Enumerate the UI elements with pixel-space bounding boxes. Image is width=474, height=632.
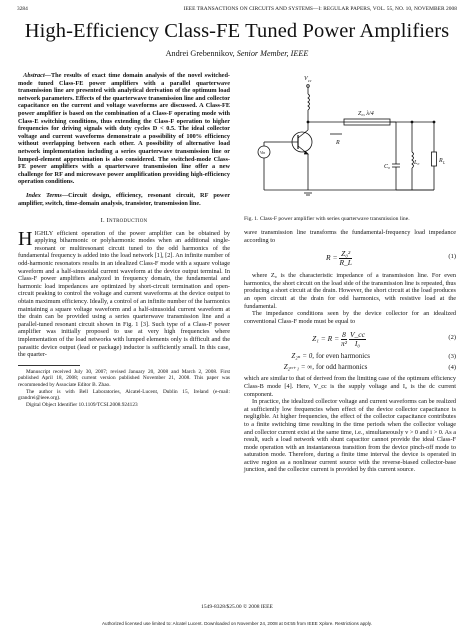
equation-2: Z₁ = R = $\frac{8}{\text{π²}}$ $\frac{V\_cc}{\text{I₀}}$ (2) <box>312 330 456 349</box>
drop-cap: H <box>18 227 33 250</box>
intro-text: IGHLY efficient operation of the power amplifier can be obtained by applying biharmonic or polyharmonic modes when an additional single-resonant or multiresonant circuit tuned to the odd harmonics of the fundamental frequency is added into the load network [1], [2]. An infinite number of odd-harmonic resonators results in an idealized Class-F mode with a square voltage waveform and a half-sinusoidal current waveform at the device output terminal. In Class-F power amplifiers analyzed in frequency domain, the fundamental and harmonic load impedances are optimized by short-circuit termination and open-circuit peaking to control the voltage and current waveforms at the device output to obtain maximum efficiency. Ideally, a control of an infinite number of the harmonics maintaining a square voltage waveform and a half-sinusoidal current waveform at the drain can be provided using a series quarterwave transmission line and a parallel-tuned resonant circuit shown in Fig. 1 [3]. Such type of a Class-F power amplifier was initially proposed to use at very high frequencies where implementation of the load networks with lumped elements only is difficult and the parasitic device output (lead or package) inductor is sufficiently small. In this case, the quarter- <box>18 229 230 359</box>
index-terms-text: Circuit design, efficiency, resonant circuit, RF power amplifier, switch, time-domain analysis, transistor, transmission line. <box>18 191 230 207</box>
index-terms-label: Index Terms— <box>26 191 69 199</box>
equation-4: Z₂ₙ₊₁ = ∞, for odd harmonics (4) <box>283 363 456 372</box>
vcc-label: V <box>304 76 308 82</box>
author-line <box>0 49 474 58</box>
vcc-terminal <box>307 85 310 88</box>
circuit-diagram <box>244 72 456 214</box>
choke-inductor <box>308 94 310 110</box>
left-column <box>18 72 230 408</box>
footnote-manuscript: Manuscript received July 30, 2007; revised January 20, 2008 and March 2, 2008. First published April 18, 2008; current version published November 21, 2008. This paper was recommended by Associate Editor B. Zhao. <box>18 368 230 388</box>
footnote-doi: Digital Object Identifier 10.1109/TCSI.2008.924123 <box>26 401 138 408</box>
figure-1 <box>244 72 456 214</box>
index-terms <box>18 192 230 207</box>
rc-intro: wave transmission line transforms the fundamental-frequency load impedance according to <box>244 229 456 244</box>
journal-name: IEEE TRANSACTIONS ON CIRCUITS AND SYSTEMS—I: REGULAR PAPERS, VOL. 55, NO. 10, NOVEMBER 2008 <box>183 6 457 12</box>
rc-para-4: which are similar to that of derived from the limiting case of the optimum efficiency Class-B mode [4]. Here, V_cc is the supply voltage and I₀ is the dc current component. <box>244 375 456 398</box>
svg-text:L: L <box>443 160 446 165</box>
l0-label: L₀ <box>414 160 420 166</box>
equation-1: R = $\frac{\text{Z₀²}}{R\_L}$ (1) <box>326 249 456 268</box>
r-label: R <box>336 140 340 146</box>
author-name: Andrei Grebennikov, <box>165 49 235 58</box>
eq2-number: (2) <box>448 334 456 342</box>
abstract-label: Abstract— <box>23 72 51 79</box>
c0-label: C₀ <box>384 164 391 170</box>
rc-para-3: The impedance conditions seen by the device collector for an idealized conventional Class-F mode must be equal to <box>244 310 456 325</box>
right-column <box>244 72 456 474</box>
load-resistor <box>432 152 437 166</box>
author-grade: Senior Member, IEEE <box>236 49 309 58</box>
footnote-rule <box>18 365 80 366</box>
paper-title: High-Efficiency Class-FE Tuned Power Amplifiers <box>24 20 450 42</box>
running-header <box>17 6 457 16</box>
eq1-number: (1) <box>448 253 456 261</box>
svg-text:Vin: Vin <box>260 150 266 155</box>
rc-para-2: where Z₀ is the characteristic impedance of a transmission line. For even harmonics, the short circuit on the load side of the transmission line is repeated, thus producing a short circuit at the drain. However, the short circuit at the load produces an open circuit at the drain for odd harmonics, with resistive load at the fundamental. <box>244 272 456 310</box>
rc-para-5: In practice, the idealized collector voltage and current waveforms can be realized at sufficiently low frequencies when effect of the device collector capacitance is negligible. At higher frequencies, the effect of the collector capacitance contributes to a finite switching time resulting in the time periods when the collector voltage and collector current exist at the same time, i.e., simultaneously v > 0 and i > 0. As a result, such a load network with shunt capacitor cannot provide the ideal Class-F mode operation with an instantaneous transition from the device pinch-off mode to saturation mode. Therefore, during a finite time interval the device is operated in active region as a nonlinear current source with the reverse-biased collector-base junction, and the collector current is provided by this current source. <box>244 398 456 474</box>
equation-3: Z₂ₙ = 0, for even harmonics (3) <box>291 352 456 361</box>
eq3-number: (3) <box>448 353 456 361</box>
download-notice: Authorized licensed use limited to: Alcatel Lucent. Downloaded on November 24, 2008 at 04:55 from IEEE Xplore. Restrictions apply. <box>101 621 373 626</box>
rl-label: R <box>439 158 443 164</box>
abstract-text: The results of exact time domain analysis of the novel switched-mode tuned Class-FE power amplifiers with a parallel quarterwave transmission line are presented with analytical derivation of the optimum load network parameters. Effects of the quarterwave transmission line and collector capacitance on the current and voltage waveforms are discussed. A Class-FE power amplifier is based on the combination of a Class-F operating mode with Class-E switching conditions, thus extending the Class-F operation to higher frequencies for driving signals with duty cycles D < 0.5. The ideal collector voltage and current waveforms demonstrate a possibility of 100% efficiency without overlapping between each other. A possibility of alternative load network implementation including a series quarterwave transmission line or lumped-element approximation is also considered. The switched-mode Class-FE power amplifiers with a quarterwave transmission line offer a new challenge for RF and microwave power amplification providing high-efficiency operation conditions. <box>18 72 231 186</box>
abstract <box>18 72 230 186</box>
intro-paragraph <box>18 227 230 359</box>
copyright-line: 1549-8328/$25.00 © 2008 IEEE <box>201 604 273 610</box>
footnote-author: The author is with Bell Laboratories, Alcatel-Lucent, Dublin 15, Ireland (e-mail: grandrei@ieee.org). <box>18 388 230 402</box>
eq4-number: (4) <box>448 364 456 372</box>
line-label: Z₀, λ/4 <box>358 111 374 117</box>
svg-text:cc: cc <box>308 78 312 83</box>
figure-caption: Fig. 1. Class-F power amplifier with series quarterwave transmission line. <box>244 216 410 222</box>
section-heading: I. Introduction <box>100 217 148 225</box>
page-number: 3284 <box>17 6 28 12</box>
